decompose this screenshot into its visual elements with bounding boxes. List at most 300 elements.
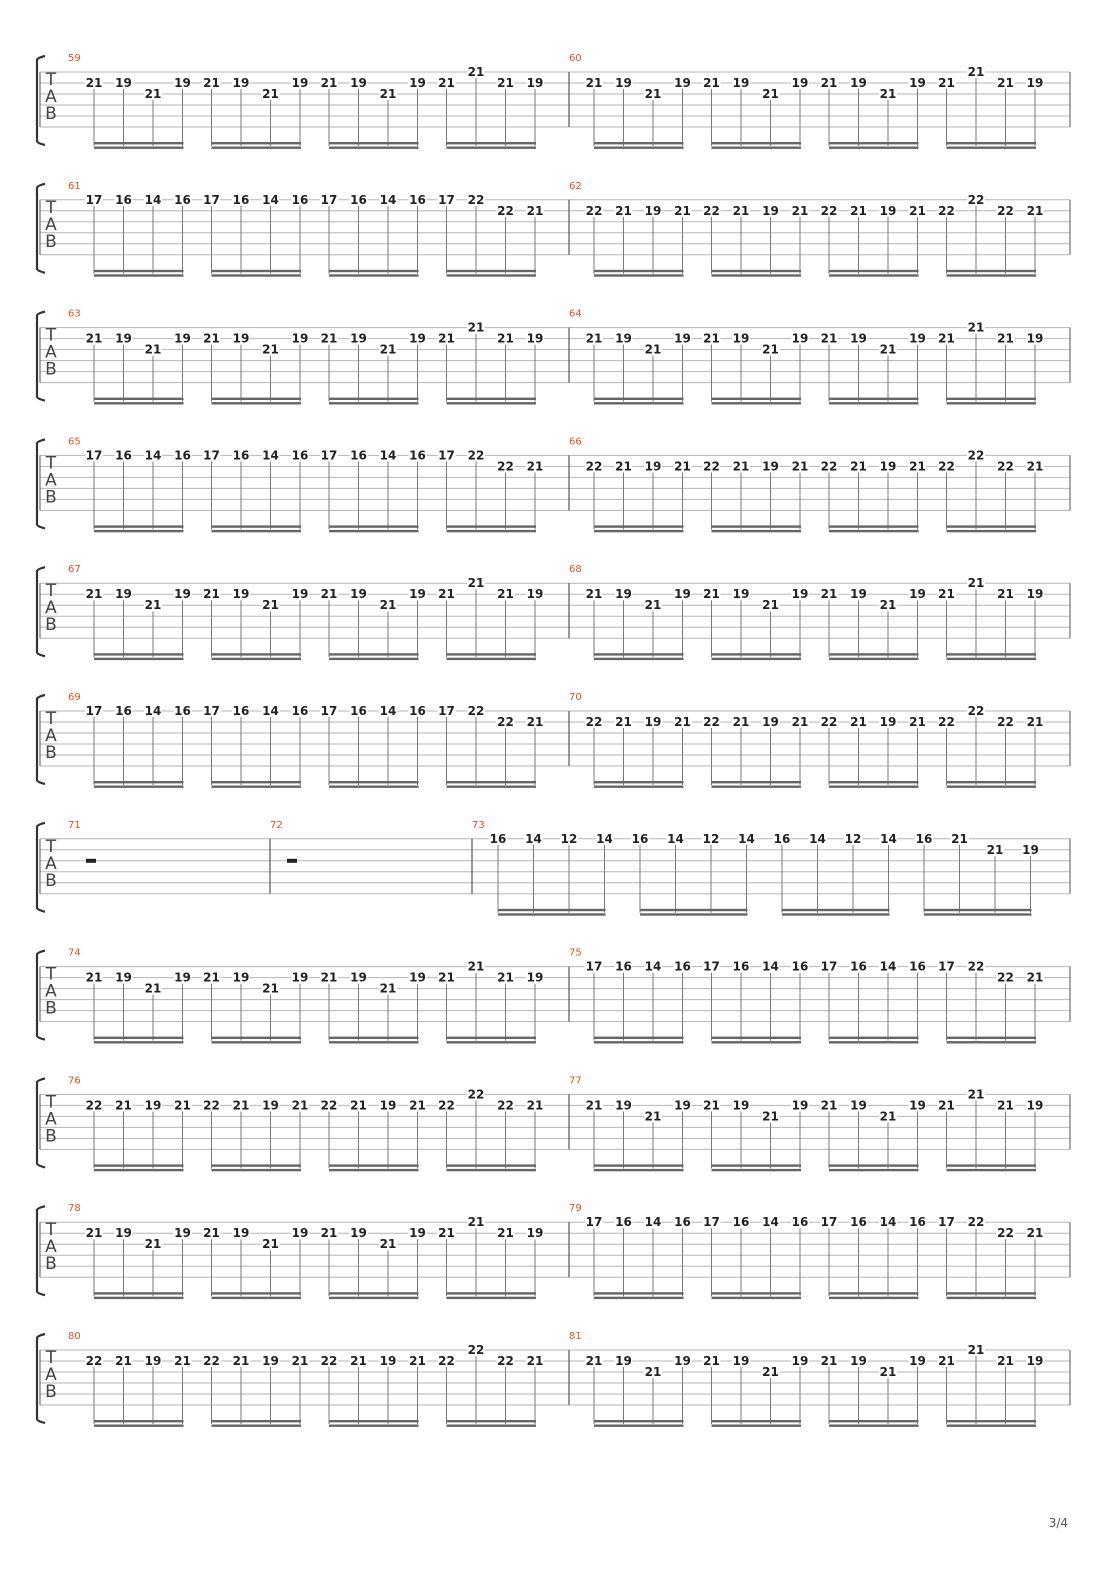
fret-number: 16	[674, 959, 691, 974]
tab-system	[37, 820, 1070, 916]
fret-number: 21	[615, 715, 632, 729]
fret-number: 21	[262, 87, 279, 101]
fret-number: 21	[585, 76, 603, 90]
fret-number: 19	[615, 1354, 632, 1368]
whole-rest	[86, 859, 96, 863]
fret-number: 22	[938, 459, 955, 474]
fret-number: 22	[497, 1354, 514, 1368]
fret-number: 21	[879, 1109, 897, 1124]
tab-clef-letter: B	[45, 1382, 57, 1402]
beam	[94, 402, 184, 404]
beam	[594, 402, 684, 404]
fret-number: 19	[115, 587, 132, 602]
fret-number: 19	[1022, 842, 1039, 857]
fret-number: 19	[174, 1226, 191, 1241]
beam	[447, 781, 537, 783]
fret-number: 19	[526, 970, 544, 985]
beat-group	[585, 1354, 692, 1427]
beam	[947, 142, 1037, 144]
fret-number: 21	[203, 76, 220, 90]
beat-group	[203, 587, 310, 660]
beat-group	[203, 448, 310, 532]
fret-number: 16	[631, 831, 649, 846]
fret-number: 16	[232, 448, 250, 463]
beam	[594, 147, 684, 149]
fret-number: 22	[938, 715, 955, 729]
tab-system	[37, 1331, 1070, 1427]
fret-number: 22	[497, 203, 514, 218]
beam	[329, 402, 419, 404]
beam	[712, 270, 802, 272]
beat-group	[820, 1098, 927, 1171]
beam	[947, 1164, 1037, 1166]
fret-number: 14	[144, 192, 162, 207]
beat-group	[203, 971, 310, 1044]
beat-group	[585, 715, 692, 788]
fret-number: 21	[850, 203, 867, 218]
beam	[829, 1420, 919, 1422]
beam	[712, 525, 802, 527]
beat-group	[320, 971, 427, 1044]
fret-number: 14	[262, 448, 279, 463]
beat-group	[438, 65, 545, 149]
beam	[829, 274, 919, 276]
measure	[569, 181, 1044, 277]
beam	[212, 274, 302, 276]
beam	[829, 525, 919, 527]
measure-number: 62	[569, 180, 582, 192]
beat-group	[703, 960, 810, 1044]
beam	[212, 1425, 302, 1427]
fret-number: 21	[144, 598, 162, 613]
tab-clef-letter: T	[45, 581, 57, 602]
fret-number: 21	[320, 970, 338, 985]
beam	[212, 525, 302, 527]
beam	[329, 781, 419, 783]
measure-number: 71	[68, 819, 81, 831]
fret-number: 21	[144, 342, 162, 357]
fret-number: 16	[350, 192, 367, 207]
fret-number: 21	[879, 87, 897, 101]
fret-number: 21	[291, 1354, 309, 1368]
beam	[212, 1041, 302, 1043]
system-bracket	[37, 1334, 45, 1423]
beam	[947, 786, 1037, 788]
beat-group	[703, 1098, 810, 1171]
beat-group	[85, 1098, 192, 1171]
tab-clef-letter: A	[45, 1237, 57, 1258]
beam	[829, 786, 919, 788]
measure-number: 66	[569, 436, 582, 448]
fret-number: 21	[703, 331, 720, 346]
measure	[68, 309, 544, 405]
fret-number: 19	[526, 587, 544, 602]
fret-number: 21	[262, 1237, 279, 1252]
fret-number: 19	[791, 587, 809, 602]
measure-number: 67	[68, 564, 81, 576]
fret-number: 21	[674, 203, 691, 218]
fret-number: 21	[115, 1354, 132, 1368]
whole-rest	[287, 859, 297, 863]
measure-number: 60	[569, 53, 582, 64]
tab-clef-letter: A	[45, 1365, 57, 1385]
beam	[212, 786, 302, 788]
fret-number: 19	[1026, 1098, 1044, 1113]
fret-number: 19	[615, 587, 632, 602]
fret-number: 21	[497, 76, 514, 90]
beam	[329, 398, 419, 400]
fret-number: 21	[951, 831, 968, 846]
system-bracket	[37, 56, 45, 145]
beam	[640, 913, 748, 915]
fret-number: 17	[703, 1215, 720, 1230]
beat-group	[938, 960, 1045, 1044]
fret-number: 21	[379, 87, 397, 101]
fret-number: 16	[291, 192, 309, 207]
tab-system	[37, 181, 1070, 277]
beam	[712, 658, 802, 660]
fret-number: 21	[174, 1354, 191, 1368]
fret-number: 19	[732, 587, 750, 602]
fret-number: 19	[174, 970, 191, 985]
fret-number: 22	[997, 203, 1014, 218]
fret-number: 19	[732, 76, 750, 90]
tab-system	[37, 436, 1070, 532]
beam	[212, 653, 302, 655]
measure-number: 61	[68, 180, 81, 192]
fret-number: 22	[85, 1354, 103, 1368]
beam	[594, 781, 684, 783]
beat-group	[85, 193, 192, 277]
beam	[829, 142, 919, 144]
fret-number: 19	[1026, 587, 1044, 602]
tab-clef-letter: B	[45, 1126, 57, 1147]
beat-group	[820, 459, 927, 532]
beam	[447, 1041, 537, 1043]
beat-group	[85, 1226, 192, 1299]
fret-number: 19	[879, 459, 897, 474]
beam	[94, 1420, 184, 1422]
beat-group	[938, 1215, 1045, 1299]
beam	[212, 402, 302, 404]
fret-number: 19	[144, 1354, 162, 1368]
beam	[712, 402, 802, 404]
fret-number: 12	[702, 831, 720, 846]
tab-clef-letter: T	[45, 453, 57, 474]
beat-group	[585, 76, 692, 149]
beam	[947, 530, 1037, 532]
tab-clef-letter: T	[45, 197, 57, 218]
beat-group	[438, 193, 545, 277]
beam	[829, 1037, 919, 1039]
fret-number: 16	[115, 704, 132, 718]
beat-group	[820, 204, 927, 277]
beam	[447, 270, 537, 272]
fret-number: 21	[762, 1109, 779, 1124]
beam	[447, 525, 537, 527]
measure-number: 78	[68, 1203, 81, 1215]
fret-number: 21	[909, 459, 926, 474]
measure-number: 81	[569, 1331, 582, 1342]
beam	[712, 1425, 802, 1427]
fret-number: 19	[526, 1226, 544, 1241]
fret-number: 21	[703, 1098, 720, 1113]
fret-number: 19	[732, 331, 750, 346]
beam	[212, 1037, 302, 1039]
fret-number: 19	[174, 587, 191, 602]
beat-group	[938, 448, 1045, 532]
fret-number: 21	[144, 1237, 162, 1252]
beam	[329, 1037, 419, 1039]
beat-group	[438, 576, 545, 660]
beam	[712, 781, 802, 783]
beat-group	[703, 1215, 810, 1299]
fret-number: 21	[644, 342, 662, 357]
fret-number: 14	[762, 1215, 779, 1230]
tab-clef-letter: B	[45, 998, 57, 1019]
fret-number: 19	[409, 1226, 426, 1241]
measure-number: 80	[68, 1331, 81, 1342]
fret-number: 22	[820, 459, 838, 474]
fret-number: 19	[615, 331, 632, 346]
fret-number: 19	[909, 587, 926, 602]
beat-group	[938, 1343, 1045, 1427]
fret-number: 16	[232, 704, 250, 718]
beam	[329, 147, 419, 149]
beat-group	[203, 76, 310, 149]
fret-number: 22	[203, 1354, 220, 1368]
tab-clef-letter: T	[45, 1348, 57, 1368]
beat-group	[915, 832, 1040, 916]
beam	[712, 1420, 802, 1422]
fret-number: 16	[350, 704, 367, 718]
fret-number: 19	[409, 587, 426, 602]
beat-group	[938, 1087, 1045, 1171]
fret-number: 21	[820, 1098, 838, 1113]
fret-number: 16	[773, 831, 791, 846]
beat-group	[438, 960, 545, 1044]
fret-number: 22	[438, 1354, 455, 1368]
fret-number: 22	[967, 704, 985, 718]
fret-number: 19	[732, 1098, 750, 1113]
beam	[212, 1164, 302, 1166]
fret-number: 22	[585, 715, 603, 729]
beat-group	[85, 76, 192, 149]
fret-number: 17	[320, 192, 338, 207]
fret-number: 19	[350, 76, 367, 90]
beam	[498, 913, 606, 915]
fret-number: 16	[915, 831, 933, 846]
beam	[94, 781, 184, 783]
fret-number: 19	[850, 587, 867, 602]
beat-group	[585, 332, 692, 405]
beam	[329, 1297, 419, 1299]
fret-number: 16	[909, 959, 926, 974]
beat-group	[703, 1354, 810, 1427]
beam	[594, 1037, 684, 1039]
beam	[329, 525, 419, 527]
fret-number: 19	[291, 587, 309, 602]
beam	[447, 1292, 537, 1294]
fret-number: 19	[291, 76, 309, 90]
fret-number: 22	[997, 715, 1014, 729]
fret-number: 17	[585, 1215, 603, 1230]
measure	[569, 1203, 1044, 1299]
fret-number: 19	[644, 715, 662, 729]
fret-number: 21	[203, 1226, 220, 1241]
beat-group	[820, 1215, 927, 1299]
fret-number: 21	[291, 1098, 309, 1113]
measure	[68, 820, 96, 863]
fret-number: 21	[997, 76, 1014, 90]
beam	[447, 1425, 537, 1427]
beat-group	[438, 704, 545, 788]
fret-number: 16	[850, 959, 867, 974]
tab-clef-letter: B	[45, 104, 57, 124]
beam	[829, 530, 919, 532]
fret-number: 22	[497, 715, 514, 729]
beam	[829, 270, 919, 272]
measure-number: 73	[472, 819, 485, 831]
measure-number: 74	[68, 947, 81, 959]
fret-number: 22	[997, 1226, 1014, 1241]
fret-number: 21	[438, 76, 455, 90]
fret-number: 17	[938, 959, 955, 974]
fret-number: 21	[997, 587, 1014, 602]
beam	[594, 1425, 684, 1427]
fret-number: 19	[526, 76, 544, 90]
beat-group	[703, 204, 810, 277]
fret-number: 17	[703, 959, 720, 974]
fret-number: 19	[409, 76, 426, 90]
fret-number: 22	[585, 203, 603, 218]
beam	[947, 1420, 1037, 1422]
beat-group	[85, 448, 192, 532]
fret-number: 21	[967, 576, 985, 591]
measure	[569, 309, 1044, 405]
fret-number: 22	[703, 459, 720, 474]
fret-number: 19	[762, 203, 779, 218]
fret-number: 16	[791, 959, 809, 974]
fret-number: 19	[674, 76, 691, 90]
fret-number: 22	[938, 203, 955, 218]
fret-number: 22	[703, 203, 720, 218]
tab-clef-letter: A	[45, 981, 57, 1002]
fret-number: 21	[438, 1226, 455, 1241]
fret-number: 21	[674, 459, 691, 474]
fret-number: 21	[174, 1098, 191, 1113]
fret-number: 21	[585, 1098, 603, 1113]
fret-number: 19	[232, 331, 250, 346]
fret-number: 19	[850, 76, 867, 90]
fret-number: 21	[144, 87, 162, 101]
beam	[594, 1169, 684, 1171]
fret-number: 16	[115, 448, 132, 463]
fret-number: 19	[409, 970, 426, 985]
beam	[94, 786, 184, 788]
fret-number: 21	[467, 1215, 485, 1230]
beam	[498, 909, 606, 911]
fret-number: 19	[644, 203, 662, 218]
fret-number: 21	[732, 715, 750, 729]
beat-group	[703, 459, 810, 532]
beat-group	[585, 1215, 692, 1299]
beat-group	[320, 1098, 427, 1171]
fret-number: 21	[879, 342, 897, 357]
fret-number: 14	[762, 959, 779, 974]
fret-number: 21	[938, 1354, 955, 1368]
beam	[329, 1164, 419, 1166]
fret-number: 21	[644, 1109, 662, 1124]
fret-number: 16	[674, 1215, 691, 1230]
beat-group	[320, 448, 427, 532]
fret-number: 19	[909, 1354, 926, 1368]
beat-group	[85, 587, 192, 660]
beat-group	[85, 1354, 192, 1427]
tab-clef-letter: T	[45, 325, 57, 346]
fret-number: 19	[1026, 331, 1044, 346]
fret-number: 19	[350, 587, 367, 602]
fret-number: 21	[467, 320, 485, 335]
tab-clef-letter: B	[45, 615, 57, 636]
beam	[447, 658, 537, 660]
measure	[68, 1075, 544, 1171]
fret-number: 22	[967, 959, 985, 974]
beam	[594, 1292, 684, 1294]
beam	[94, 658, 184, 660]
fret-number: 14	[879, 1215, 897, 1230]
beam	[212, 1169, 302, 1171]
measure-number: 76	[68, 1075, 81, 1087]
tab-system	[37, 948, 1070, 1044]
fret-number: 19	[350, 331, 367, 346]
fret-number: 22	[967, 448, 985, 463]
beat-group	[703, 332, 810, 405]
system-bracket	[37, 1206, 45, 1295]
beat-group	[820, 587, 927, 660]
beam	[947, 402, 1037, 404]
fret-number: 21	[438, 970, 455, 985]
fret-number: 17	[203, 704, 220, 718]
fret-number: 21	[585, 1354, 603, 1368]
measure	[569, 1331, 1044, 1427]
fret-number: 21	[997, 1098, 1014, 1113]
fret-number: 21	[820, 76, 838, 90]
beat-group	[320, 1226, 427, 1299]
fret-number: 21	[644, 1365, 662, 1379]
beat-group	[320, 704, 427, 788]
beam	[447, 1420, 537, 1422]
beat-group	[820, 715, 927, 788]
fret-number: 19	[1026, 76, 1044, 90]
fret-number: 21	[85, 331, 103, 346]
fret-number: 19	[879, 715, 897, 729]
fret-number: 19	[879, 203, 897, 218]
beam	[924, 913, 1032, 915]
beam	[94, 270, 184, 272]
fret-number: 22	[320, 1354, 338, 1368]
system-bracket	[37, 567, 45, 656]
fret-number: 19	[526, 331, 544, 346]
beam	[947, 1292, 1037, 1294]
fret-number: 21	[379, 981, 397, 996]
beat-group	[585, 204, 692, 277]
fret-number: 19	[674, 1098, 691, 1113]
beam	[829, 1041, 919, 1043]
fret-number: 17	[85, 192, 103, 207]
measure-number: 79	[569, 1203, 582, 1215]
fret-number: 21	[115, 1098, 132, 1113]
